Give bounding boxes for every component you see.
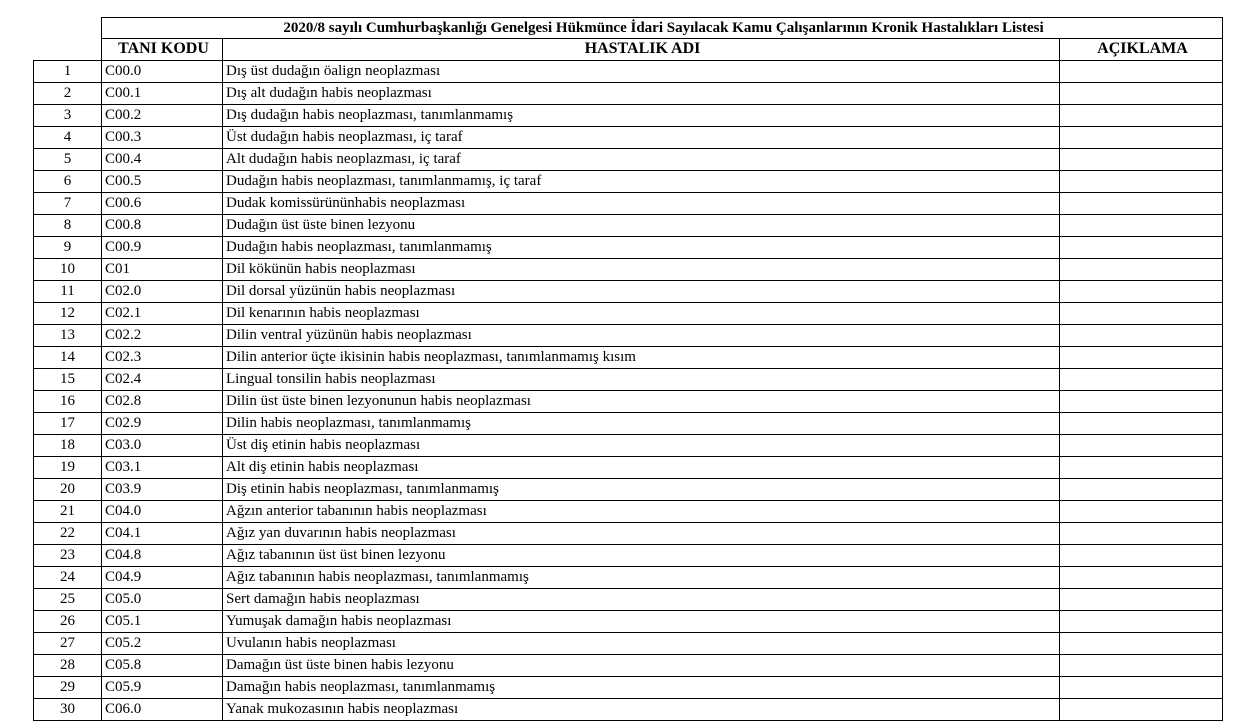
note-cell	[1060, 236, 1223, 258]
disease-name-cell: Diş etinin habis neoplazması, tanımlanmamış	[223, 478, 1060, 500]
diagnosis-code-cell: C04.1	[102, 522, 223, 544]
disease-name-cell: Alt dudağın habis neoplazması, iç taraf	[223, 148, 1060, 170]
table-body	[34, 60, 1223, 720]
table-row	[34, 104, 1223, 126]
row-number-cell: 26	[34, 610, 102, 632]
table-row	[34, 368, 1223, 390]
note-cell	[1060, 500, 1223, 522]
table-row	[34, 566, 1223, 588]
disease-name-cell: Dış dudağın habis neoplazması, tanımlanmamış	[223, 104, 1060, 126]
disease-name-cell: Damağın habis neoplazması, tanımlanmamış	[223, 676, 1060, 698]
row-number-cell: 2	[34, 82, 102, 104]
table-row	[34, 192, 1223, 214]
table-row	[34, 214, 1223, 236]
note-cell	[1060, 434, 1223, 456]
row-number-cell: 18	[34, 434, 102, 456]
disease-name-cell: Dudağın üst üste binen lezyonu	[223, 214, 1060, 236]
disease-name-cell: Sert damağın habis neoplazması	[223, 588, 1060, 610]
table-row	[34, 478, 1223, 500]
note-cell	[1060, 170, 1223, 192]
note-cell	[1060, 148, 1223, 170]
diagnosis-code-cell: C02.0	[102, 280, 223, 302]
diagnosis-code-cell: C04.0	[102, 500, 223, 522]
table-row	[34, 522, 1223, 544]
table-row	[34, 280, 1223, 302]
disease-name-cell: Yumuşak damağın habis neoplazması	[223, 610, 1060, 632]
disease-name-cell: Üst dudağın habis neoplazması, iç taraf	[223, 126, 1060, 148]
column-header-code: TANI KODU	[102, 39, 223, 61]
diagnosis-code-cell: C00.0	[102, 60, 223, 82]
note-cell	[1060, 60, 1223, 82]
row-number-cell: 17	[34, 412, 102, 434]
diagnosis-code-cell: C00.1	[102, 82, 223, 104]
diagnosis-code-cell: C02.8	[102, 390, 223, 412]
diagnosis-code-cell: C05.2	[102, 632, 223, 654]
column-header-name: HASTALIK ADI	[223, 39, 1060, 61]
disease-name-cell: Dil kökünün habis neoplazması	[223, 258, 1060, 280]
row-number-cell: 13	[34, 324, 102, 346]
table-row	[34, 60, 1223, 82]
diagnosis-code-cell: C06.0	[102, 698, 223, 720]
note-cell	[1060, 390, 1223, 412]
disease-name-cell: Üst diş etinin habis neoplazması	[223, 434, 1060, 456]
note-cell	[1060, 654, 1223, 676]
note-cell	[1060, 522, 1223, 544]
note-cell	[1060, 302, 1223, 324]
table-row	[34, 500, 1223, 522]
row-number-cell: 6	[34, 170, 102, 192]
note-cell	[1060, 588, 1223, 610]
table-row	[34, 148, 1223, 170]
row-number-cell: 25	[34, 588, 102, 610]
blank-corner-cell	[34, 18, 102, 39]
diagnosis-code-cell: C00.9	[102, 236, 223, 258]
table-row	[34, 610, 1223, 632]
note-cell	[1060, 104, 1223, 126]
diagnosis-code-cell: C00.6	[102, 192, 223, 214]
disease-name-cell: Dilin habis neoplazması, tanımlanmamış	[223, 412, 1060, 434]
row-number-cell: 16	[34, 390, 102, 412]
row-number-cell: 22	[34, 522, 102, 544]
note-cell	[1060, 632, 1223, 654]
row-number-cell: 3	[34, 104, 102, 126]
diagnosis-code-cell: C03.1	[102, 456, 223, 478]
document-title: 2020/8 sayılı Cumhurbaşkanlığı Genelgesi Hükmünce İdari Sayılacak Kamu Çalışanlarının Kronik Hastalıkları Listesi	[102, 18, 1223, 39]
table-row	[34, 346, 1223, 368]
table-row	[34, 698, 1223, 720]
row-number-cell: 24	[34, 566, 102, 588]
table-row	[34, 324, 1223, 346]
diagnosis-code-cell: C05.1	[102, 610, 223, 632]
table-row	[34, 170, 1223, 192]
row-number-cell: 7	[34, 192, 102, 214]
diagnosis-code-cell: C05.8	[102, 654, 223, 676]
disease-list-table	[33, 17, 1223, 721]
table-row	[34, 632, 1223, 654]
note-cell	[1060, 368, 1223, 390]
table-row	[34, 82, 1223, 104]
note-cell	[1060, 412, 1223, 434]
diagnosis-code-cell: C04.9	[102, 566, 223, 588]
disease-name-cell: Yanak mukozasının habis neoplazması	[223, 698, 1060, 720]
note-cell	[1060, 544, 1223, 566]
row-number-cell: 11	[34, 280, 102, 302]
row-number-cell: 4	[34, 126, 102, 148]
note-cell	[1060, 478, 1223, 500]
note-cell	[1060, 456, 1223, 478]
note-cell	[1060, 324, 1223, 346]
row-number-cell: 30	[34, 698, 102, 720]
diagnosis-code-cell: C02.2	[102, 324, 223, 346]
table-row	[34, 236, 1223, 258]
row-number-cell: 9	[34, 236, 102, 258]
row-number-cell: 10	[34, 258, 102, 280]
row-number-cell: 1	[34, 60, 102, 82]
diagnosis-code-cell: C02.1	[102, 302, 223, 324]
diagnosis-code-cell: C03.0	[102, 434, 223, 456]
table-row	[34, 654, 1223, 676]
row-number-cell: 23	[34, 544, 102, 566]
disease-name-cell: Dil kenarının habis neoplazması	[223, 302, 1060, 324]
disease-name-cell: Dilin ventral yüzünün habis neoplazması	[223, 324, 1060, 346]
column-header-note: AÇIKLAMA	[1060, 39, 1223, 61]
disease-name-cell: Ağız tabanının üst üst binen lezyonu	[223, 544, 1060, 566]
table-row	[34, 588, 1223, 610]
table-row	[34, 676, 1223, 698]
disease-name-cell: Dudağın habis neoplazması, tanımlanmamış	[223, 236, 1060, 258]
table-row	[34, 258, 1223, 280]
note-cell	[1060, 126, 1223, 148]
row-number-cell: 19	[34, 456, 102, 478]
title-row	[34, 18, 1223, 39]
disease-name-cell: Dilin üst üste binen lezyonunun habis neoplazması	[223, 390, 1060, 412]
note-cell	[1060, 258, 1223, 280]
row-number-cell: 15	[34, 368, 102, 390]
note-cell	[1060, 280, 1223, 302]
diagnosis-code-cell: C05.0	[102, 588, 223, 610]
diagnosis-code-cell: C01	[102, 258, 223, 280]
row-number-cell: 8	[34, 214, 102, 236]
disease-name-cell: Dış üst dudağın öalign neoplazması	[223, 60, 1060, 82]
note-cell	[1060, 214, 1223, 236]
table-row	[34, 126, 1223, 148]
row-number-cell: 14	[34, 346, 102, 368]
row-number-cell: 28	[34, 654, 102, 676]
blank-header-cell	[34, 39, 102, 61]
disease-name-cell: Alt diş etinin habis neoplazması	[223, 456, 1060, 478]
note-cell	[1060, 82, 1223, 104]
disease-name-cell: Dil dorsal yüzünün habis neoplazması	[223, 280, 1060, 302]
disease-name-cell: Dış alt dudağın habis neoplazması	[223, 82, 1060, 104]
diagnosis-code-cell: C05.9	[102, 676, 223, 698]
disease-name-cell: Uvulanın habis neoplazması	[223, 632, 1060, 654]
diagnosis-code-cell: C00.2	[102, 104, 223, 126]
disease-name-cell: Ağız tabanının habis neoplazması, tanımlanmamış	[223, 566, 1060, 588]
disease-name-cell: Damağın üst üste binen habis lezyonu	[223, 654, 1060, 676]
table-row	[34, 390, 1223, 412]
diagnosis-code-cell: C02.9	[102, 412, 223, 434]
table-row	[34, 302, 1223, 324]
row-number-cell: 21	[34, 500, 102, 522]
note-cell	[1060, 698, 1223, 720]
diagnosis-code-cell: C04.8	[102, 544, 223, 566]
disease-name-cell: Dudak komissürününhabis neoplazması	[223, 192, 1060, 214]
disease-name-cell: Ağzın anterior tabanının habis neoplazması	[223, 500, 1060, 522]
row-number-cell: 5	[34, 148, 102, 170]
row-number-cell: 29	[34, 676, 102, 698]
diagnosis-code-cell: C00.5	[102, 170, 223, 192]
table-row	[34, 412, 1223, 434]
table-row	[34, 434, 1223, 456]
diagnosis-code-cell: C02.3	[102, 346, 223, 368]
diagnosis-code-cell: C03.9	[102, 478, 223, 500]
diagnosis-code-cell: C00.8	[102, 214, 223, 236]
note-cell	[1060, 566, 1223, 588]
disease-name-cell: Ağız yan duvarının habis neoplazması	[223, 522, 1060, 544]
disease-name-cell: Dudağın habis neoplazması, tanımlanmamış, iç taraf	[223, 170, 1060, 192]
disease-name-cell: Dilin anterior üçte ikisinin habis neoplazması, tanımlanmamış kısım	[223, 346, 1060, 368]
note-cell	[1060, 610, 1223, 632]
row-number-cell: 27	[34, 632, 102, 654]
document-sheet	[33, 17, 1223, 721]
row-number-cell: 20	[34, 478, 102, 500]
note-cell	[1060, 346, 1223, 368]
disease-name-cell: Lingual tonsilin habis neoplazması	[223, 368, 1060, 390]
table-row	[34, 544, 1223, 566]
diagnosis-code-cell: C00.3	[102, 126, 223, 148]
table-row	[34, 456, 1223, 478]
note-cell	[1060, 192, 1223, 214]
note-cell	[1060, 676, 1223, 698]
row-number-cell: 12	[34, 302, 102, 324]
diagnosis-code-cell: C00.4	[102, 148, 223, 170]
header-row	[34, 39, 1223, 61]
diagnosis-code-cell: C02.4	[102, 368, 223, 390]
